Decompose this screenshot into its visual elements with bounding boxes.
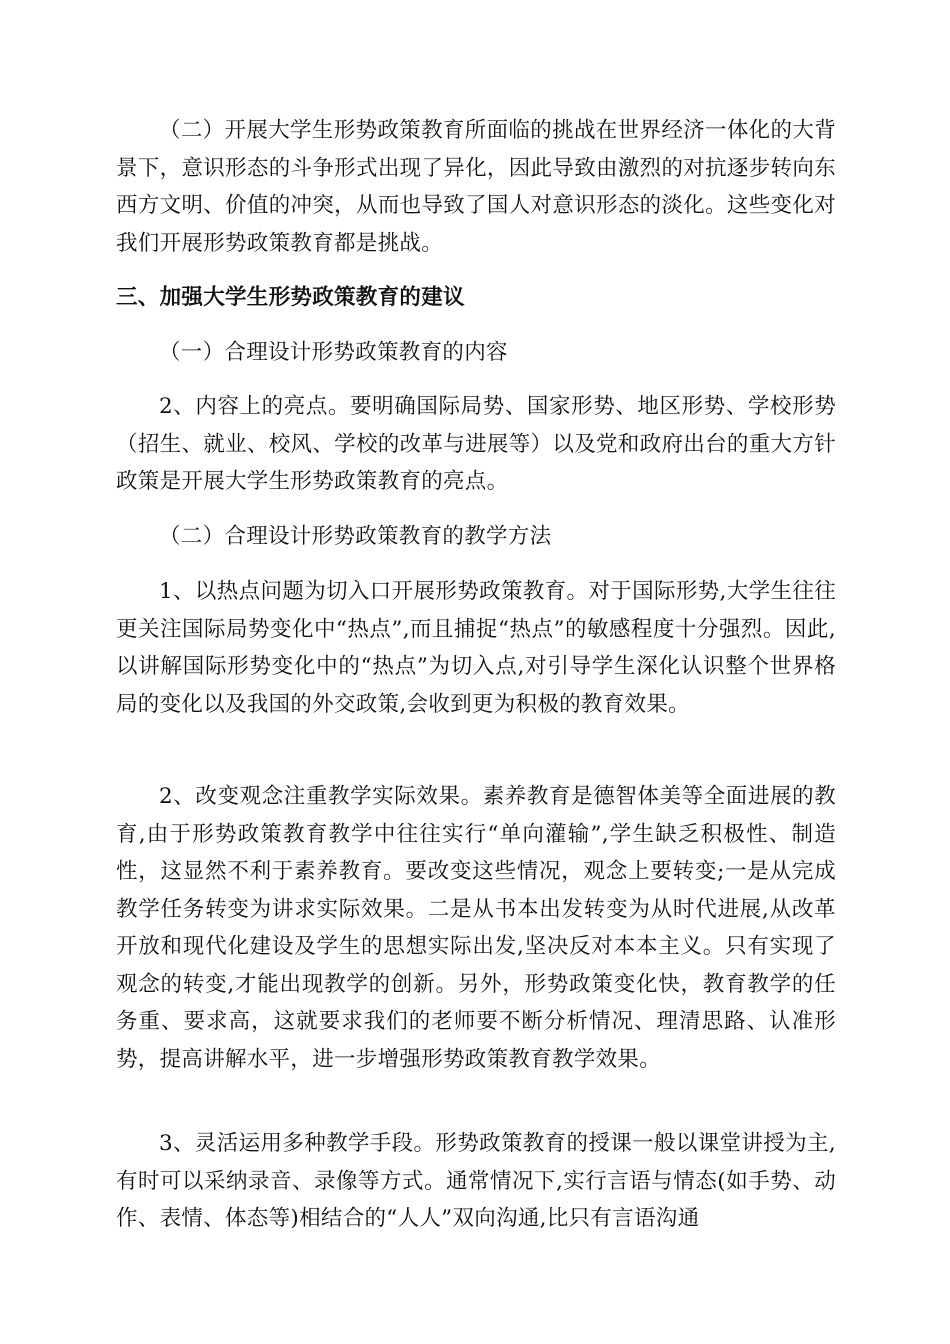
paragraph-challenges: （二）开展大学生形势政策教育所面临的挑战在世界经济一体化的大背景下，意识形态的斗争形式出现了异化，因此导致由激烈的对抗逐步转向东西方文明、价值的冲突，从而也导致了国人对意识形态的淡化。这些变化对我们开展形势政策教育都是挑战。 [116,118,836,256]
paragraph-change-concepts: 2、改变观念注重教学实际效果。素养教育是德智体美等全面进展的教育,由于形势政策教育教学中往往实行“单向灌输”,学生缺乏积极性、制造性，这显然不利于素养教育。要改变这些情况，观念上要转变;一是从完成教学任务转变为讲求实际效果。二是从书本出发转变为从时代进展,从改革开放和现代化建设及学生的思想实际出发,坚决反对本本主义。只有实现了观念的转变,才能出现教学的创新。另外，形势政策变化快，教育教学的任务重、要求高，这就要求我们的老师要不断分析情况、理清思路、认准形势，提高讲解水平，进一步增强形势政策教育教学效果。 [116,784,836,1072]
paragraph-teaching-means: 3、灵活运用多种教学手段。形势政策教育的授课一般以课堂讲授为主,有时可以采纳录音、录像等方式。通常情况下,实行言语与情态(如手势、动作、表情、体态等)相结合的“人人”双向沟通,比只有言语沟通 [116,1131,836,1231]
paragraph-hot-topics: 1、以热点问题为切入口开展形势政策教育。对于国际形势,大学生往往更关注国际局势变化中“热点”,而且捕捉“热点”的敏感程度十分强烈。因此,以讲解国际形势变化中的“热点”为切入点,对引导学生深化认识整个世界格局的变化以及我国的外交政策,会收到更为积极的教育效果。 [116,579,836,717]
section-heading-suggestions: 三、加强大学生形势政策教育的建议 [116,285,465,310]
subheading-content-design: （一）合理设计形势政策教育的内容 [159,340,508,365]
paragraph-content-highlights: 2、内容上的亮点。要明确国际局势、国家形势、地区形势、学校形势（招生、就业、校风、学校的改革与进展等）以及党和政府出台的重大方针政策是开展大学生形势政策教育的亮点。 [116,394,836,494]
subheading-teaching-methods: （二）合理设计形势政策教育的教学方法 [159,524,552,549]
